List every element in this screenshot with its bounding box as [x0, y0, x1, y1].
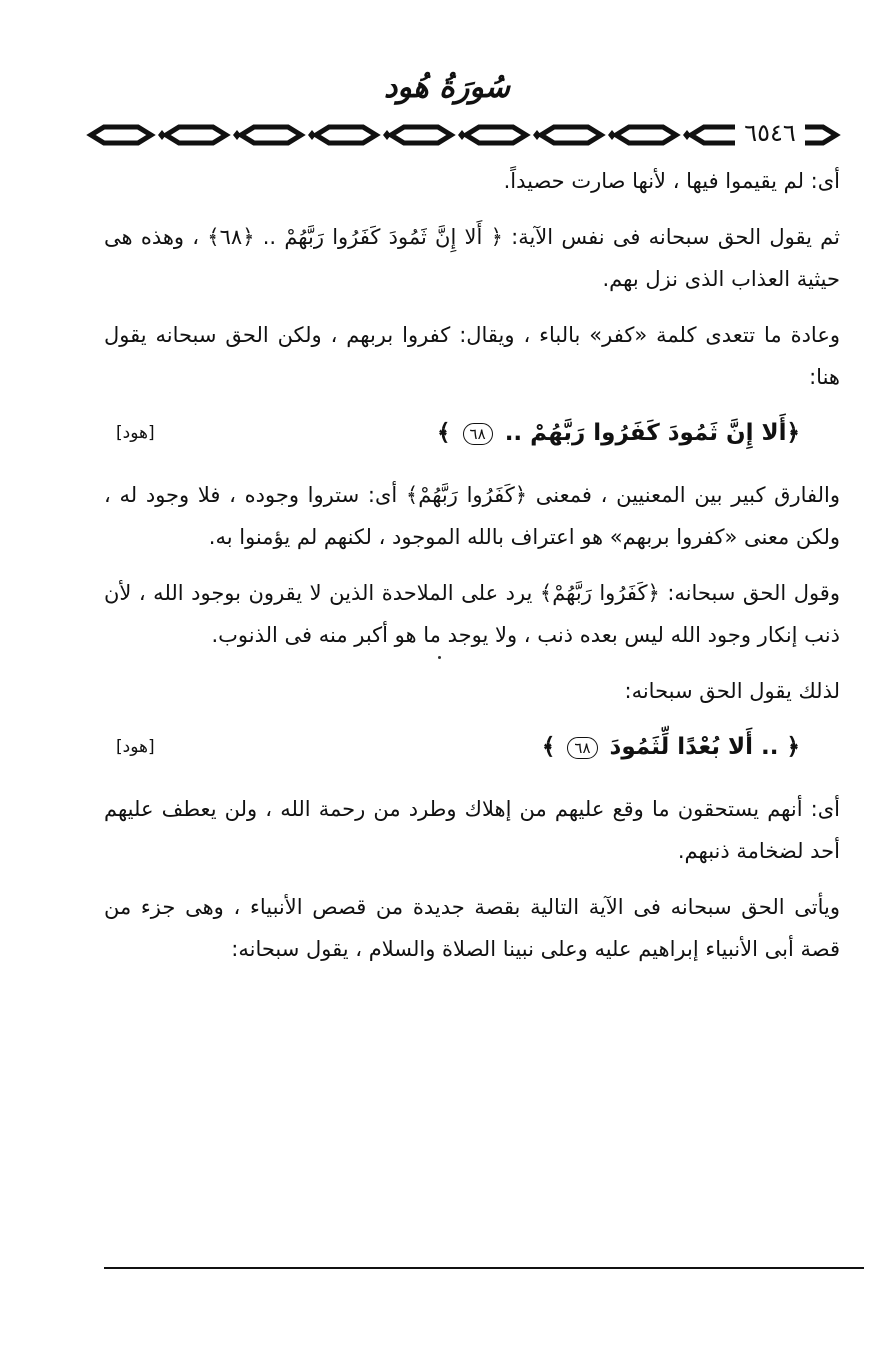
paragraph: لذلك يقول الحق سبحانه:: [624, 679, 840, 703]
paragraph: وقول الحق سبحانه: ﴿كَفَرُوا رَبَّهُمْ﴾ يرد على الملاحدة الذين لا يقرون بوجود الله ، لأن ذنب إنكار وجود الله ليس بعده ذنب ، ولا يوجد ما هو أكبر منه فى الذنوب.: [104, 581, 840, 647]
verse-block: [104, 412, 840, 464]
surah-reference: [هود]: [116, 737, 155, 757]
verse-block: [104, 726, 840, 778]
paragraph: ويأتى الحق سبحانه فى الآية التالية بقصة جديدة من قصص الأنبياء ، وهى جزء من قصة أبى الأنبياء إبراهيم عليه وعلى نبينا الصلاة والسلام ، يقول سبحانه:: [104, 895, 840, 961]
quran-verse: [542, 726, 800, 768]
page-number: ٦٥٤٦: [735, 118, 805, 148]
decorative-border: [86, 120, 846, 150]
verse-number: ٦٨: [463, 423, 493, 445]
paragraph: أى: أنهم يستحقون ما وقع عليهم من إهلاك وطرد من رحمة الله ، ولن يعطف عليهم أحد لضخامة ذنبهم.: [104, 797, 840, 863]
paragraph: ثم يقول الحق سبحانه فى نفس الآية: ﴿ أَلا إِنَّ ثَمُودَ كَفَرُوا رَبَّهُمْ .. ﴿٦٨﴾ ، وهذه هى حيثية العذاب الذى نزل بهم.: [104, 225, 841, 291]
scan-speck: [438, 656, 441, 659]
paragraph: وعادة ما تتعدى كلمة «كفر» بالباء ، ويقال: كفروا بربهم ، ولكن الحق سبحانه يقول هنا:: [104, 323, 840, 389]
paragraph: أى: لم يقيموا فيها ، لأنها صارت حصيداً.: [503, 169, 840, 193]
verse-close: ﴾: [437, 420, 451, 446]
verse-text: ﴿ .. أَلا بُعْدًا لِّثَمُودَ: [609, 734, 800, 760]
verse-close: ﴾: [541, 734, 556, 760]
verse-text: ﴿أَلا إِنَّ ثَمُودَ كَفَرُوا رَبَّهُمْ ..: [504, 420, 800, 446]
surah-title: سُورَةُ هُود: [384, 70, 510, 105]
footer-rule: [104, 1267, 864, 1269]
verse-number: ٦٨: [567, 737, 597, 759]
quran-verse: [437, 412, 800, 454]
paragraph: والفارق كبير بين المعنيين ، فمعنى ﴿كَفَرُوا رَبَّهُمْ﴾ أى: ستروا وجوده ، فلا وجود له ، ولكن معنى «كفروا بربهم» هو اعتراف بالله الموجود ، لكنهم لم يؤمنوا به.: [104, 483, 840, 549]
main-text: [104, 160, 840, 984]
surah-reference: [هود]: [116, 423, 155, 443]
